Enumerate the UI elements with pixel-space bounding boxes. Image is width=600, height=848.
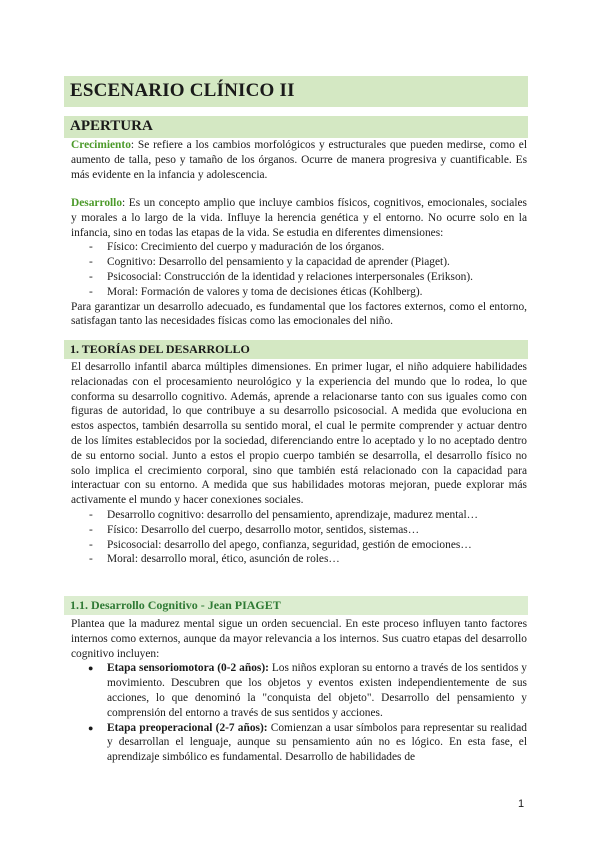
stage-text: Los niños exploran su entorno a través de los sentidos y movimiento. Descubren que los objetos y eventos existen independientemente de sus acciones, lo que denominó la "conquista del objeto". Desarrollo del pensamiento y comprensión del entorno a través de sus sentidos y acciones. bbox=[107, 662, 528, 719]
desarrollo-term: Desarrollo bbox=[71, 197, 123, 209]
crecimiento-text: : Se refiere a los cambios morfológicos y estructurales que pueden medirse, como el aumento de talla, peso y tamaño de los órganos. Ocurre de manera progresiva y cuantificable. Es más evidente en la infancia y adolescencia. bbox=[71, 139, 527, 181]
list-item: - Moral: desarrollo moral, ético, asunción de roles… bbox=[71, 552, 527, 567]
dimensions-list bbox=[71, 240, 527, 299]
list-item: - Físico: Crecimiento del cuerpo y maduración de los órganos. bbox=[71, 240, 527, 255]
list-item: - Desarrollo cognitivo: desarrollo del pensamiento, aprendizaje, madurez mental… bbox=[71, 508, 527, 523]
desarrollo-paragraph bbox=[71, 196, 527, 240]
crecimiento-paragraph bbox=[71, 138, 527, 182]
list-item: - Psicosocial: desarrollo del apego, confianza, seguridad, gestión de emociones… bbox=[71, 538, 527, 553]
stage-name: Etapa preoperacional (2-7 años): bbox=[107, 721, 268, 734]
teorias-list bbox=[71, 508, 527, 567]
stage-item bbox=[71, 721, 527, 765]
section-header-teorias bbox=[64, 340, 528, 359]
cognitivo-block bbox=[71, 617, 527, 765]
stages-list bbox=[71, 661, 527, 765]
stage-item bbox=[71, 661, 527, 720]
apertura-closing: Para garantizar un desarrollo adecuado, es fundamental que los factores externos, como el entorno, satisfagan tanto las necesidades físicas como las emocionales del niño. bbox=[71, 300, 527, 328]
desarrollo-block bbox=[71, 196, 527, 329]
cognitivo-intro: Plantea que la madurez mental sigue un orden secuencial. En este proceso influyen tanto factores internos como externos, aunque da mayor relevancia a los internos. Sus cuatro etapas del desarrollo cognitivo incluyen: bbox=[71, 618, 527, 660]
section-heading-teorias: 1. TEORÍAS DEL DESARROLLO bbox=[70, 342, 250, 356]
list-item: - Moral: Formación de valores y toma de decisiones éticas (Kohlberg). bbox=[71, 285, 527, 300]
teorias-block bbox=[71, 360, 527, 567]
stage-text: Comienzan a usar símbolos para representar su realidad y desarrollan el lenguaje, aunque su pensamiento aún no es lógico. En esta fase, el aprendizaje simbólico es fundamental. Desarrollo de habilidades de bbox=[107, 721, 527, 764]
page-number: 1 bbox=[518, 798, 525, 810]
section-heading-apertura: APERTURA bbox=[70, 118, 153, 134]
list-item: - Cognitivo: Desarrollo del pensamiento y la capacidad de aprender (Piaget). bbox=[71, 255, 527, 270]
crecimiento-term: Crecimiento bbox=[71, 139, 131, 151]
title-bar bbox=[64, 76, 528, 107]
section-header-cognitivo bbox=[64, 596, 528, 615]
list-item: - Físico: Desarrollo del cuerpo, desarrollo motor, sentidos, sistemas… bbox=[71, 523, 527, 538]
list-item: - Psicosocial: Construcción de la identidad y relaciones interpersonales (Erikson). bbox=[71, 270, 527, 285]
desarrollo-text: : Es un concepto amplio que incluye cambios físicos, cognitivos, emocionales, sociales y morales a lo largo de la vida. Influye la herencia genética y el entorno. No ocurre solo en la infancia, sino en todas las etapas de la vida. Se estudia en diferentes dimensiones: bbox=[71, 197, 527, 239]
section-header-apertura bbox=[64, 116, 528, 138]
teorias-paragraph: El desarrollo infantil abarca múltiples dimensiones. En primer lugar, el niño adquiere habilidades relacionadas con el procesamiento neurológico y la experiencia del mundo que lo rodea, lo que conforma su desarrollo cognitivo. Además, aprende a relacionarse tanto con sus iguales como con figuras de autoridad, lo que contribuye a su desarrollo psicosocial. A medida que evoluciona en estos aspectos, también desarrolla su sentido moral, el cual le permite comprender y actuar dentro de los límites establecidos por la sociedad, diferenciando entre lo aceptado y lo no aceptado dentro de su entorno social. Junto a estos el propio cuerpo también se desarrolla, el desarrollo físico no solo implica el crecimiento corporal, sino que también está relacionado con la capacidad para interactuar con su entorno. A medida que sus habilidades motoras mejoran, puede explorar más activamente el mundo y hacer conexiones sociales. bbox=[71, 361, 527, 507]
document-title: ESCENARIO CLÍNICO II bbox=[70, 80, 295, 101]
section-heading-cognitivo: 1.1. Desarrollo Cognitivo - Jean PIAGET bbox=[70, 598, 281, 612]
stage-name: Etapa sensoriomotora (0-2 años): bbox=[107, 662, 269, 675]
